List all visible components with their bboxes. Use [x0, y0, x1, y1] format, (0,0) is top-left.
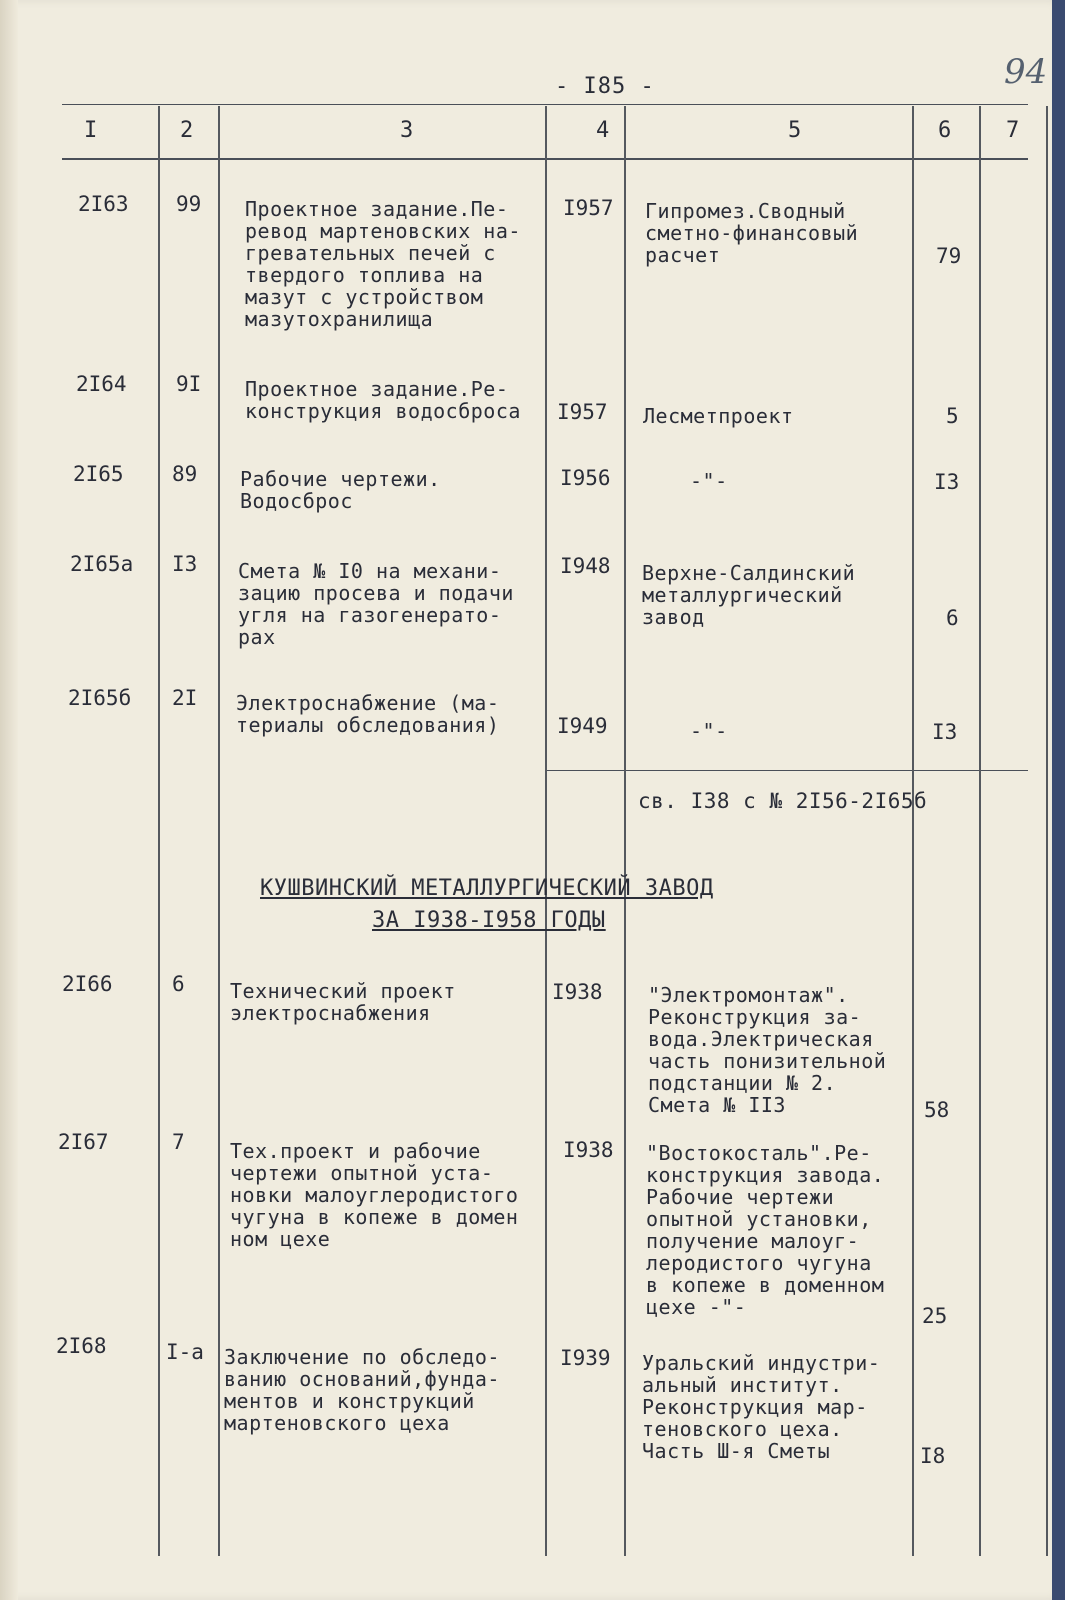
entry-notes: -"- — [690, 469, 728, 493]
entry-id: 2I66 — [62, 972, 113, 996]
entry-year: I938 — [552, 980, 603, 1004]
section-heading-line2: ЗА I938-I958 ГОДЫ — [372, 908, 606, 933]
entry-number: I-а — [166, 1340, 204, 1364]
entry-id: 2I68 — [56, 1334, 107, 1358]
entry-sheets: 5 — [946, 404, 959, 428]
entry-notes: "Электромонтаж". Реконструкция за- вода.Электрическая часть понизительной подстанции № 2. Смета № II3 — [648, 983, 887, 1117]
column-divider-2 — [218, 106, 220, 1556]
entry-sheets: 58 — [924, 1098, 950, 1122]
entry-sheets: I3 — [932, 720, 958, 744]
entry-notes: Верхне-Салдинский металлургический завод — [642, 561, 856, 629]
entry-id: 2I65 — [73, 462, 124, 486]
entry-title: Технический проект электроснабжения — [230, 979, 456, 1025]
entry-title: Проектное задание.Ре- конструкция водосброса — [245, 377, 521, 423]
column-divider-6 — [979, 106, 981, 1556]
entry-year: I957 — [557, 400, 608, 424]
column-header-4: 4 — [596, 118, 610, 143]
entry-sheets: 79 — [936, 244, 962, 268]
page-number: - I85 - — [555, 74, 655, 99]
entry-number: I3 — [172, 552, 198, 576]
entry-notes: -"- — [690, 719, 728, 743]
summary-reference: св. I38 с № 2I56-2I65б — [638, 789, 928, 813]
entry-number: 2I — [172, 686, 198, 710]
entry-notes: "Востокосталь".Ре- конструкция завода. Рабочие чертежи опытной установки, получение малоуг- леродистого чугуна в копеже в доменном цехе -"- — [646, 1141, 885, 1319]
entry-title: Электроснабжение (ма- териалы обследования) — [236, 691, 500, 737]
entry-sheets: I3 — [934, 470, 960, 494]
column-header-5: 5 — [788, 118, 802, 143]
entry-notes: Лесметпроект — [643, 404, 794, 428]
entry-id: 2I64 — [76, 372, 127, 396]
entry-id: 2I65б — [68, 686, 132, 710]
header-top-rule — [62, 104, 1028, 105]
column-divider-5 — [912, 106, 914, 1556]
entry-notes: Уральский индустри- альный институт. Реконструкция мар- теновского цеха. Часть Ш-я Сметы — [642, 1351, 881, 1463]
entry-year: I938 — [563, 1138, 614, 1162]
entry-id: 2I65а — [70, 552, 134, 576]
column-header-6: 6 — [938, 118, 952, 143]
entry-number: 6 — [172, 972, 185, 996]
column-header-3: 3 — [400, 118, 414, 143]
column-divider-3 — [545, 106, 547, 1556]
entry-year: I948 — [560, 554, 611, 578]
entry-sheets: I8 — [920, 1444, 946, 1468]
right-border — [1046, 106, 1048, 1556]
entry-number: 9I — [176, 372, 202, 396]
entry-year: I939 — [560, 1346, 611, 1370]
entry-year: I949 — [557, 714, 608, 738]
column-divider-4 — [624, 106, 626, 1556]
binding-edge — [0, 0, 18, 1600]
entry-title: Смета № I0 на механи- зацию просева и подачи угля на газогенерато- рах — [238, 559, 514, 649]
column-header-7: 7 — [1006, 118, 1020, 143]
entry-sheets: 6 — [946, 606, 959, 630]
entry-id: 2I63 — [78, 192, 129, 216]
summary-rule — [545, 770, 1028, 771]
entry-title: Рабочие чертежи. Водосброс — [240, 467, 441, 513]
entry-sheets: 25 — [922, 1304, 948, 1328]
entry-id: 2I67 — [58, 1130, 109, 1154]
folio-number: 94 — [1004, 52, 1048, 92]
entry-number: 89 — [172, 462, 198, 486]
entry-title: Проектное задание.Пе- ревод мартеновских на- гревательных печей с твердого топлива на мазут с устройством мазутохранилища — [245, 197, 521, 331]
section-heading-line1: КУШВИНСКИЙ МЕТАЛЛУРГИЧЕСКИЙ ЗАВОД — [260, 876, 714, 901]
entry-title: Заключение по обследо- ванию оснований,фунда- ментов и конструкций мартеновского цеха — [224, 1345, 500, 1435]
entry-number: 7 — [172, 1130, 185, 1154]
entry-year: I956 — [560, 466, 611, 490]
entry-title: Тех.проект и рабочие чертежи опытной уста- новки малоуглеродистого чугуна в копеже в домен ном цехе — [230, 1139, 519, 1251]
column-divider-1 — [158, 106, 160, 1556]
column-header-1: I — [84, 118, 98, 143]
entry-notes: Гипромез.Сводный сметно-финансовый расчет — [645, 199, 859, 267]
entry-number: 99 — [176, 192, 202, 216]
entry-year: I957 — [563, 196, 614, 220]
column-header-2: 2 — [180, 118, 194, 143]
